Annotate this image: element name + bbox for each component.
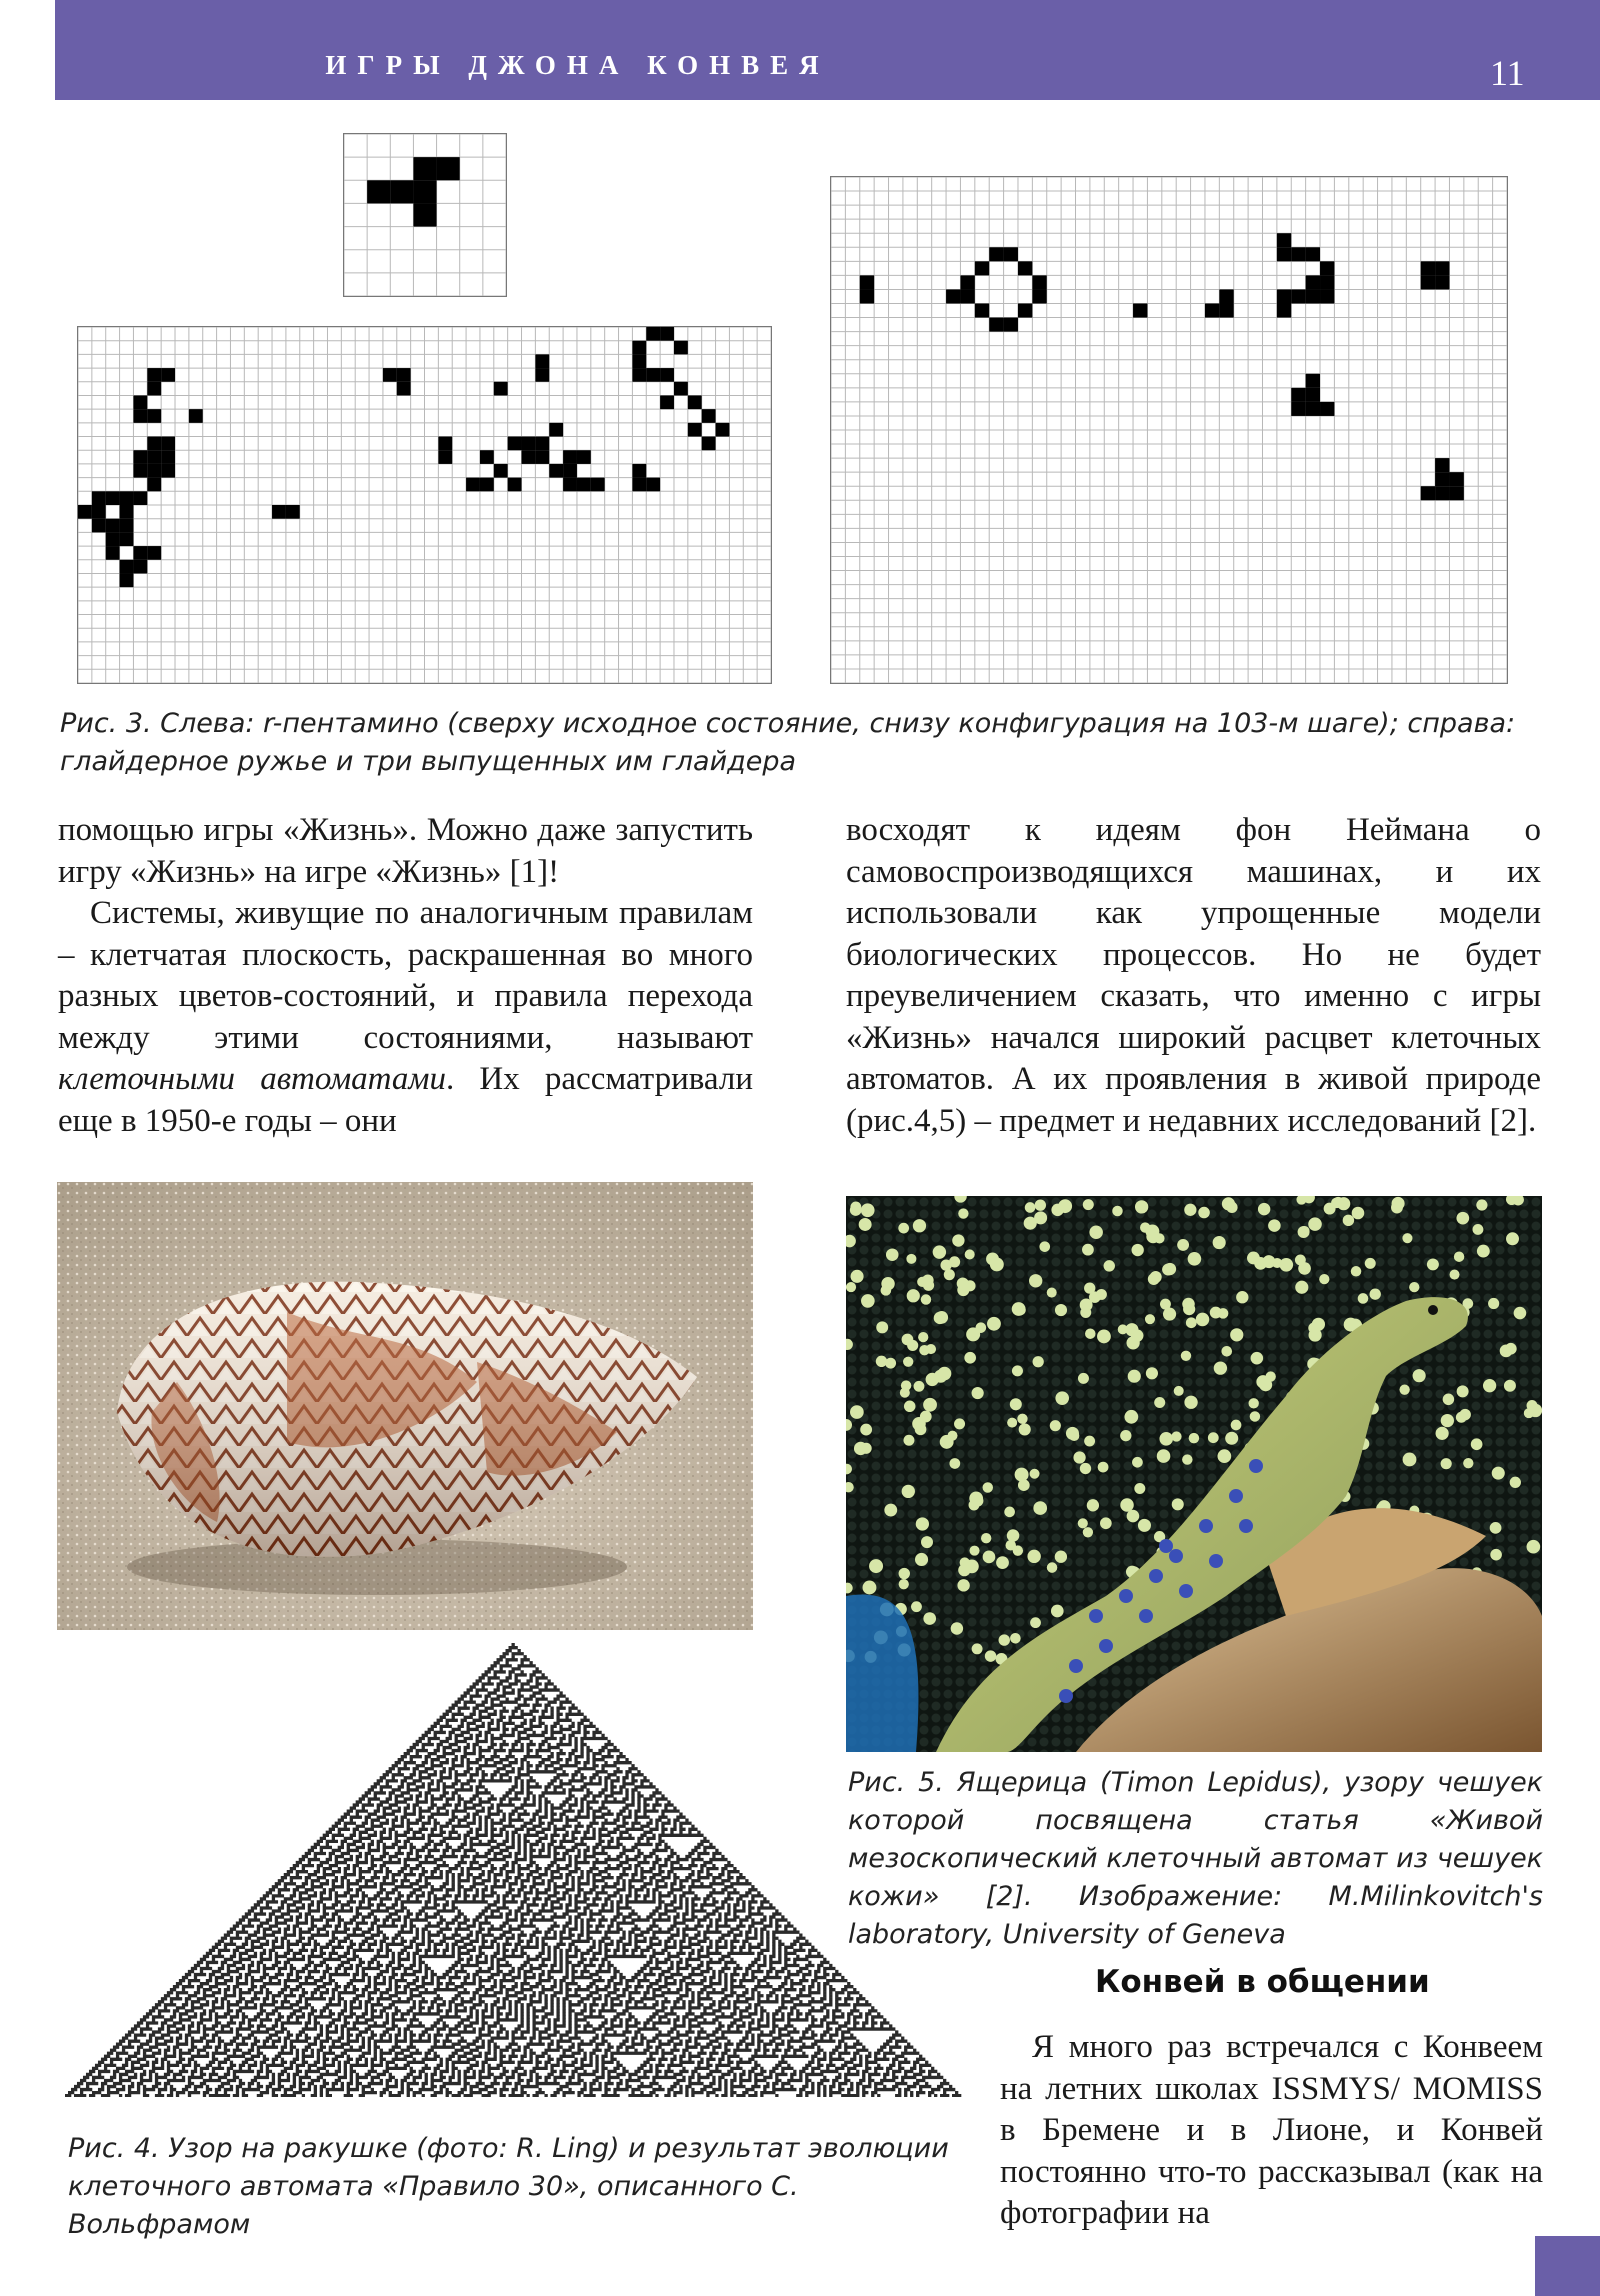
live-cell [413, 203, 436, 226]
live-cell [716, 423, 730, 437]
left-paragraph-1: помощью игры «Жизнь». Можно даже запустить игру «Жизнь» на игре «Жизнь» [1]! [58, 812, 753, 890]
live-cell [989, 247, 1003, 261]
live-cell [632, 354, 646, 368]
live-cell [535, 437, 549, 451]
live-cell [1320, 402, 1334, 416]
live-cell [147, 478, 161, 492]
live-cell [1435, 261, 1449, 275]
live-cell [1306, 402, 1320, 416]
live-cell [1421, 486, 1435, 500]
live-cell [1449, 486, 1463, 500]
live-cell [632, 368, 646, 382]
live-cell [133, 395, 147, 409]
live-cell [92, 505, 106, 519]
live-cell [563, 450, 577, 464]
live-cell [563, 464, 577, 478]
live-cell [1004, 247, 1018, 261]
live-cell [494, 382, 508, 396]
live-cell [975, 261, 989, 275]
live-cell [147, 382, 161, 396]
live-cell [702, 409, 716, 423]
live-cell [1306, 289, 1320, 303]
live-cell [367, 180, 390, 203]
live-cell [1219, 289, 1233, 303]
figure4-caption: Рис. 4. Узор на ракушке (фото: R. Ling) и результат эволюции клеточного автомата «Правило 30», описанного С. Вольфрамом [68, 2133, 949, 2240]
page-number: 11 [1490, 53, 1525, 93]
live-cell [106, 519, 120, 533]
right-paragraph-1: восходят к идеям фон Неймана о самовоспроизводящихся машинах, и их использовали как упрощенные модели биологических процессов. Но не будет преувеличением сказать, что именно с игры «Жизнь» начался широкий расцвет клеточных автоматов. А их проявления в живой природе (рис.4,5) – предмет и недавних исследований [2]. [846, 812, 1541, 1139]
live-cell [577, 450, 591, 464]
live-cell [120, 505, 134, 519]
page-corner-marker [1535, 2236, 1600, 2296]
live-cell [1306, 275, 1320, 289]
live-cell [1291, 247, 1305, 261]
live-cell [960, 275, 974, 289]
live-cell [1320, 275, 1334, 289]
live-cell [133, 464, 147, 478]
live-cell [147, 409, 161, 423]
live-cell [1320, 289, 1334, 303]
rule30-automaton-image [62, 1643, 964, 2102]
live-cell [1421, 275, 1435, 289]
live-cell [535, 354, 549, 368]
left-paragraph-2-end: . Их рассматривали еще в 1950-е годы – они [58, 1061, 754, 1139]
live-cell [591, 478, 605, 492]
live-cell [147, 450, 161, 464]
live-cell [1277, 304, 1291, 318]
section-heading: Конвей в общении [1095, 1964, 1430, 2000]
figure3-caption-line2: глайдерное ружье и три выпущенных им глайдера [60, 746, 797, 777]
live-cell [147, 546, 161, 560]
live-cell [674, 382, 688, 396]
live-cell [535, 450, 549, 464]
live-cell [1004, 318, 1018, 332]
live-cell [133, 491, 147, 505]
live-cell [522, 437, 536, 451]
live-cell [272, 505, 286, 519]
live-cell [660, 327, 674, 341]
live-cell [480, 450, 494, 464]
live-cell [632, 464, 646, 478]
live-cell [1435, 472, 1449, 486]
live-cell [438, 450, 452, 464]
live-cell [437, 157, 460, 180]
live-cell [1277, 247, 1291, 261]
live-cell [660, 395, 674, 409]
live-cell [960, 289, 974, 303]
live-cell [147, 437, 161, 451]
live-cell [646, 327, 660, 341]
live-cell [438, 437, 452, 451]
live-cell [549, 464, 563, 478]
live-cell [1277, 289, 1291, 303]
live-cell [397, 368, 411, 382]
live-cell [147, 464, 161, 478]
live-cell [549, 423, 563, 437]
live-cell [133, 450, 147, 464]
figure3-caption [60, 705, 1560, 781]
seashell-photo [57, 1182, 753, 1630]
live-cell [390, 180, 413, 203]
section-paragraph-text: Я много раз встречался с Конвеем на летних школах ISSMYS/ MOMISS в Бремене и в Лионе, и Конвей постоянно что-то рассказывал (как на фотографии на [1000, 2029, 1543, 2231]
live-cell [480, 478, 494, 492]
live-cell [508, 478, 522, 492]
live-cell [133, 409, 147, 423]
live-cell [92, 519, 106, 533]
live-cell [1291, 289, 1305, 303]
live-cell [147, 368, 161, 382]
live-cell [397, 382, 411, 396]
live-cell [646, 368, 660, 382]
live-cell [646, 478, 660, 492]
live-cell [688, 423, 702, 437]
live-cell [860, 289, 874, 303]
live-cell [383, 368, 397, 382]
live-cell [1032, 275, 1046, 289]
live-cell [120, 573, 134, 587]
live-cell [946, 289, 960, 303]
running-header-title: ИГРЫ ДЖОНА КОНВЕЯ [325, 50, 830, 80]
live-cell [286, 505, 300, 519]
live-cell [674, 341, 688, 355]
live-cell [1205, 304, 1219, 318]
rule30-cells [65, 1643, 961, 2097]
live-cell [133, 546, 147, 560]
live-cell [975, 304, 989, 318]
live-cell [133, 560, 147, 574]
live-cell [1306, 388, 1320, 402]
live-cell [1018, 304, 1032, 318]
live-cell [702, 437, 716, 451]
live-cell [413, 180, 436, 203]
live-cell [1032, 289, 1046, 303]
figure5-caption: Рис. 5. Ящерица (Timon Lepidus), узору чешуек которой посвящена статья «Живой мезоскопический клеточный автомат из чешуек кожи» [2]. Изображение: M.Milinkovitch's laboratory, University of Geneva [848, 1767, 1543, 1950]
live-cell [106, 491, 120, 505]
live-cell [92, 491, 106, 505]
figure3-caption-line1: Рис. 3. Слева: r-пентамино (сверху исходное состояние, снизу конфигурация на 103-м шаге); справа: [60, 708, 1516, 739]
right-column-text [846, 810, 1541, 1142]
live-cell [989, 318, 1003, 332]
live-cell [161, 464, 175, 478]
live-cell [189, 409, 203, 423]
live-cell [1133, 304, 1147, 318]
live-cell [106, 546, 120, 560]
live-cell [522, 450, 536, 464]
left-paragraph-2-start: Системы, живущие по аналогичным правилам – клетчатая плоскость, раскрашенная во много разных цветов-состояний, и правила перехода между этими состояниями, называют [58, 895, 753, 1056]
glider-gun-grid [830, 176, 1508, 684]
live-cell [1320, 261, 1334, 275]
live-cell [1306, 247, 1320, 261]
live-cell [1291, 402, 1305, 416]
live-cell [860, 275, 874, 289]
live-cell [1449, 472, 1463, 486]
live-cell [1435, 458, 1449, 472]
live-cell [1306, 374, 1320, 388]
left-paragraph-2 [58, 893, 753, 1142]
live-cell [120, 560, 134, 574]
cellular-automata-term: клеточными автоматами [58, 1061, 446, 1097]
live-cell [120, 491, 134, 505]
live-cell [161, 368, 175, 382]
live-cell [1435, 275, 1449, 289]
live-cell [1018, 261, 1032, 275]
live-cell [413, 157, 436, 180]
live-cell [120, 532, 134, 546]
live-cell [120, 519, 134, 533]
live-cell [563, 478, 577, 492]
live-cell [632, 478, 646, 492]
live-cell [161, 437, 175, 451]
r-pentomino-initial-grid [343, 133, 507, 297]
live-cell [1291, 388, 1305, 402]
live-cell [660, 368, 674, 382]
live-cell [508, 437, 522, 451]
live-cell [1421, 261, 1435, 275]
live-cell [1277, 233, 1291, 247]
live-cell [1219, 304, 1233, 318]
live-cell [78, 505, 92, 519]
live-cell [161, 450, 175, 464]
live-cell [466, 478, 480, 492]
lizard-photo [846, 1196, 1542, 1752]
live-cell [688, 395, 702, 409]
live-cell [632, 341, 646, 355]
live-cell [106, 532, 120, 546]
section-paragraph [1000, 2027, 1543, 2235]
live-cell [577, 478, 591, 492]
live-cell [535, 368, 549, 382]
r-pentomino-step103-grid [77, 326, 772, 684]
live-cell [494, 464, 508, 478]
left-column-text [58, 810, 753, 1142]
live-cell [1435, 486, 1449, 500]
